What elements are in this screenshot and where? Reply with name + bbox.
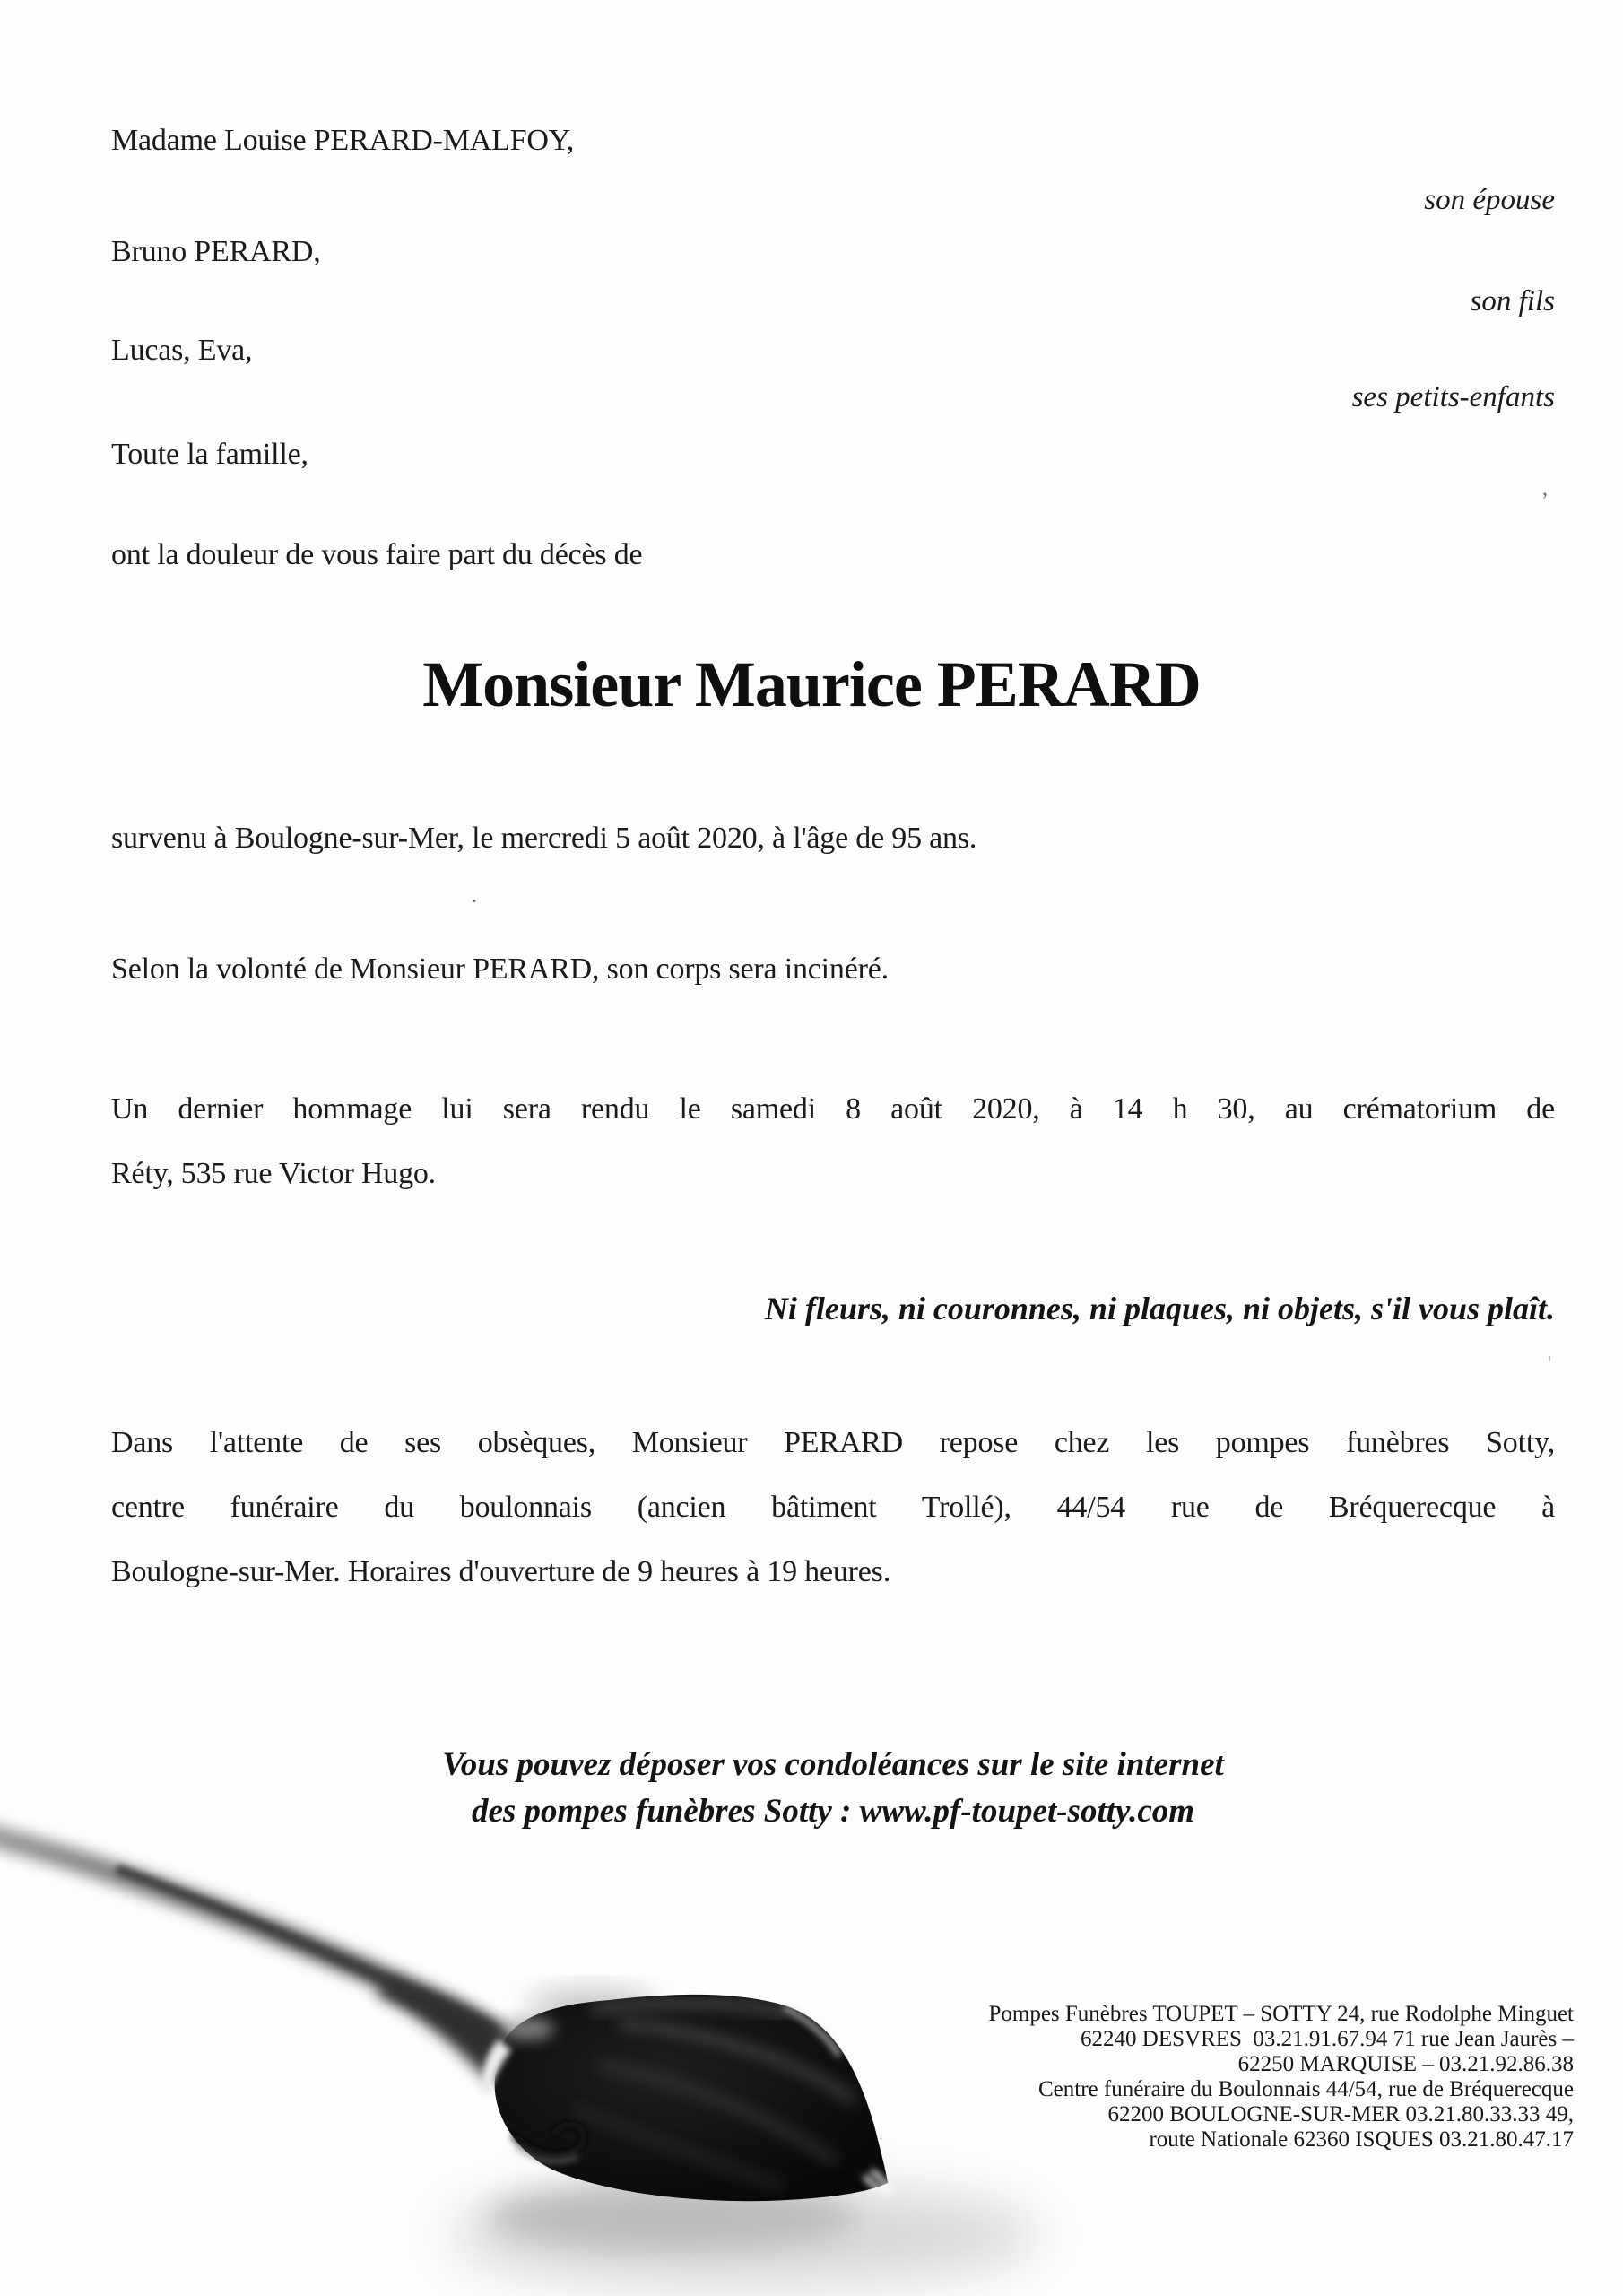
bloom-tip-highlight	[864, 2170, 890, 2193]
family-name: Lucas, Eva,	[111, 334, 253, 367]
condolences-note	[111, 1742, 1555, 1835]
condolences-website-line: des pompes funèbres Sotty : www.pf-toupet-sotty.com	[471, 1793, 1195, 1830]
flower-bloom	[495, 1995, 888, 2201]
family-name: Bruno PERARD,	[111, 235, 321, 268]
ceremony-text-line: Un dernier hommage lui sera rendu le samedi 8 août 2020, à 14 h 30, au crématorium de	[111, 1092, 1555, 1126]
repose-text-line: Dans l'attente de ses obsèques, Monsieur PERARD repose chez les pompes funèbres Sotty,	[111, 1426, 1555, 1459]
family-name: Madame Louise PERARD-MALFOY,	[111, 124, 575, 157]
flower-shadow	[448, 2187, 1040, 2283]
contact-line: 62250 MARQUISE – 03.21.92.86.38	[1237, 2052, 1574, 2076]
page-title-deceased-name: Monsieur Maurice PERARD	[422, 648, 1201, 720]
ceremony-text-line: Réty, 535 rue Victor Hugo.	[111, 1157, 436, 1190]
contact-line: 62200 BOULOGNE-SUR-MER 03.21.80.33.33 49,	[1107, 2102, 1574, 2126]
contact-line: Pompes Funèbres TOUPET – SOTTY 24, rue Rodolphe Minguet	[988, 2002, 1574, 2026]
scan-artifact: '	[1548, 1352, 1552, 1376]
death-info-text: survenu à Boulogne-sur-Mer, le mercredi 5 août 2020, à l'âge de 95 ans.	[111, 822, 977, 855]
cremation-wish-text: Selon la volonté de Monsieur PERARD, son corps sera incinéré.	[111, 952, 889, 986]
family-relation: ses petits-enfants	[1351, 381, 1555, 413]
scan-artifact: .	[472, 884, 477, 908]
contact-line: 62240 DESVRES 03.21.91.67.94 71 rue Jean Jaurès –	[1081, 2027, 1574, 2051]
repose-text-line: centre funéraire du boulonnais (ancien bâtiment Trollé), 44/54 rue de Bréquerecque à	[111, 1491, 1555, 1524]
condolences-line: Vous pouvez déposer vos condoléances sur le site internet	[442, 1746, 1224, 1783]
bloom-base-highlight	[482, 2039, 511, 2100]
family-relation: son épouse	[1424, 184, 1555, 216]
funeral-home-contact-block	[988, 2002, 1574, 2152]
intro-text: ont la douleur de vous faire part du décès de	[111, 538, 643, 571]
family-relation: son fils	[1470, 285, 1555, 317]
bloom-curl	[513, 2125, 584, 2153]
repose-text-line: Boulogne-sur-Mer. Horaires d'ouverture de 9 heures à 19 heures.	[111, 1555, 891, 1588]
no-flowers-note: Ni fleurs, ni couronnes, ni plaques, ni objets, s'il vous plaît.	[764, 1291, 1555, 1326]
contact-line: Centre funéraire du Boulonnais 44/54, rue de Bréquerecque	[1037, 2077, 1574, 2101]
contact-line: route Nationale 62360 ISQUES 03.21.80.47.17	[1149, 2127, 1574, 2152]
scan-artifact: ,	[1542, 477, 1548, 500]
family-name: Toute la famille,	[111, 438, 308, 471]
flower-stem	[0, 1835, 508, 2043]
